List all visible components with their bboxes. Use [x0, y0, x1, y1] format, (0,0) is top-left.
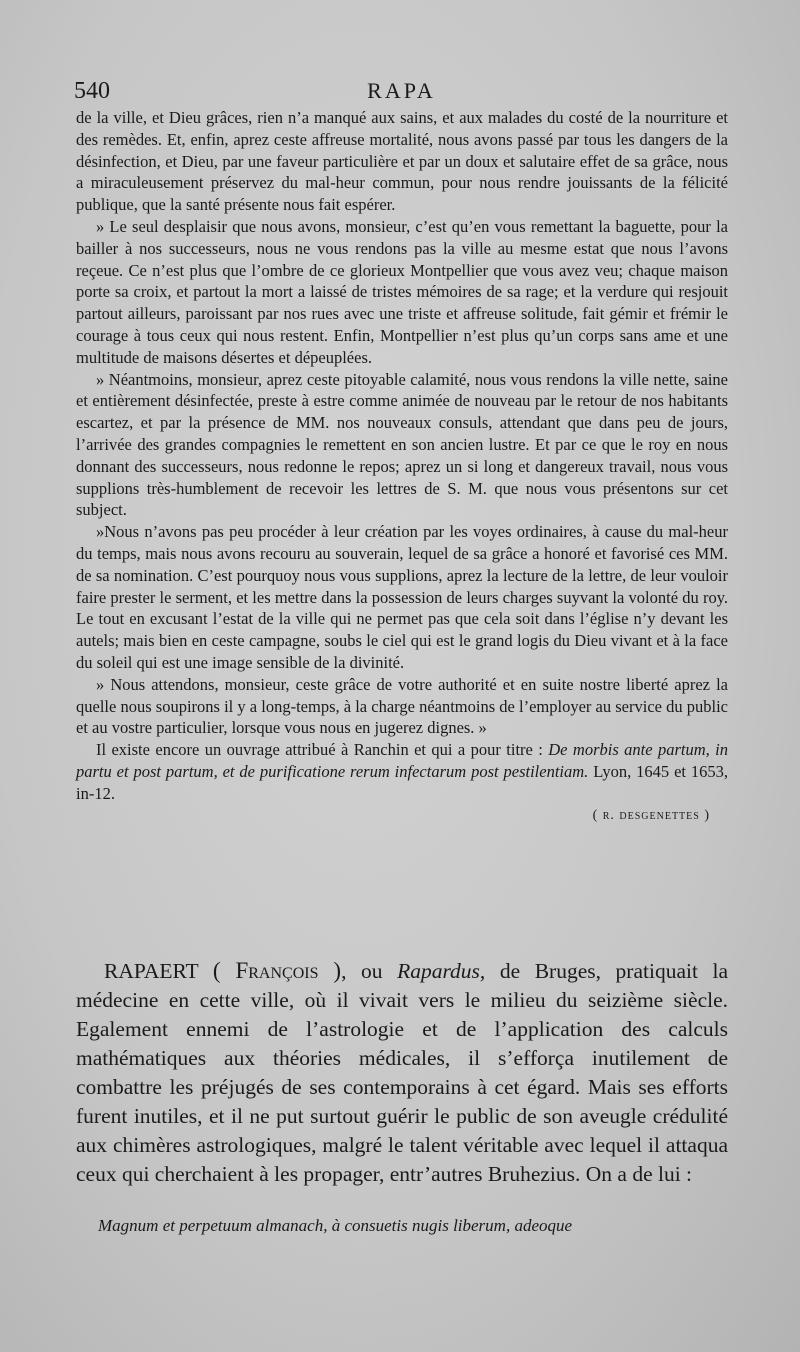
bibliography-line: Magnum et perpetuum almanach, à consuetis nugis liberum, adeoque [98, 1216, 573, 1235]
paragraph: » Le seul desplaisir que nous avons, monsieur, c’est qu’en vous remettant la baguette, pour la bailler à nos successeurs, nous ne vous rendons pas la ville au mesme estat que nous l’avons reçeue. Ce n’est plus que l’ombre de ce glorieux Montpellier que vous avez veu; chaque maison porte sa croix, et partout la mort a laissé de tristes mémoires de sa rage; et la verdure qui resjouit partout ailleurs, paroissant par nos rues avec une triste et affreuse solitude, fait gémir et frémir le courage à tous ceux qui nous restent. Enfin, Montpellier n’est plus qu’un corps sans ame et une multitude de maisons désertes et dépeuplées. [76, 216, 728, 367]
entry-latin-prefix: , ou [341, 959, 398, 983]
entry-paragraph [76, 956, 728, 1189]
ouvrage-edition: Lyon, 1645 et 1653, in-12. [76, 761, 729, 803]
paragraph: » Néantmoins, monsieur, aprez ceste pitoyable calamité, nous vous rendons la ville nette, saine et entièrement désinfectée, preste à estre comme animée de nouveau par le retour de nos habitants escartez, et par la présence de MM. nos nouveaux consuls, attendant que dans peu de jours, l’arrivée des grandes compagnies le remettent en son ancien lustre. Et par ce que le roy en nous donnant des successeurs, nous redonne le repos; aprez un si long et dangereux travail, nous vous supplions très-humblement de recevoir les lettres de S. M. que nous vous présentons sur cet subject. [76, 369, 728, 520]
entry-name: RAPAERT [104, 959, 199, 983]
ouvrage-intro: Il existe encore un ouvrage attribué à Ranchin et qui a pour titre : [96, 740, 543, 760]
author-signature: ( r. desgenettes ) [592, 807, 710, 823]
running-head: RAPA [367, 78, 436, 103]
ouvrage-title: De morbis ante partum, in partu et post partum, et de purificatione rerum infectarum post pestilentiam. [76, 740, 729, 781]
page-header [74, 78, 729, 108]
paragraph: »Nous n’avons pas peu procéder à leur création par les voyes ordinaires, à cause du mal-heur du temps, mais nous avons recouru au souverain, lequel de sa grâce a honoré et favorisé ces MM. de sa nomination. C’est pourquoy nous vous supplions, aprez la lecture de la lettre, de leur vouloir faire prester le serment, et les mettre dans la possession de leurs charges suyvant la volonté du roy. Le tout en excusant l’estat de la ville qui ne permet pas que cela soit dans l’église n’y devant les autels; mais bien en ceste campagne, soubs le ciel qui est le grand logis du Dieu vivant et à la face du soleil qui est une image sensible de la divinité. [76, 522, 728, 672]
entry-firstname: ( François ) [212, 958, 342, 983]
quoted-letter [76, 107, 728, 826]
paragraph: » Nous attendons, monsieur, ceste grâce de votre authorité et en suite nostre liberté aprez la quelle nous soupirons il y a long-temps, à la charge néantmoins de l’employer au service du public et au vostre particulier, lorsque vous nous en jugerez dignes. » [76, 674, 728, 738]
entry-article [76, 956, 728, 1189]
page-number: 540 [74, 78, 110, 104]
entry-body: , de Bruges, pratiquait la médecine en cette ville, où il vivait vers le milieu du seizième siècle. Egalement ennemi de l’astrologie et de l’application des calculs mathématiques aux théories médicales, il s’efforça inutilement de combattre les préjugés de ses contemporains à cet égard. Mais ses efforts furent inutiles, et il ne put surtout guérir le public de son aveugle crédulité aux chimères astrologiques, malgré le talent véritable avec lequel il attaqua ceux qui cherchaient à les propager, entr’autres Bruhezius. On a de lui : [76, 959, 729, 1186]
ouvrage-paragraph [76, 739, 728, 804]
paragraph: de la ville, et Dieu grâces, rien n’a manqué aux sains, et aux malades du costé de la nourriture et des remèdes. Et, enfin, aprez ceste affreuse mortalité, nous avons passé par tous les dangers de la désinfection, et Dieu, par une faveur particulière et par un doux et salutaire effet de sa grâce, nous a miraculeusement préservez du mal-heur commun, pour nous rendre jouissants de la félicité publique, que la santé présente nous fait espérer. [76, 108, 728, 215]
entry-latin-name: Rapardus [397, 959, 480, 983]
